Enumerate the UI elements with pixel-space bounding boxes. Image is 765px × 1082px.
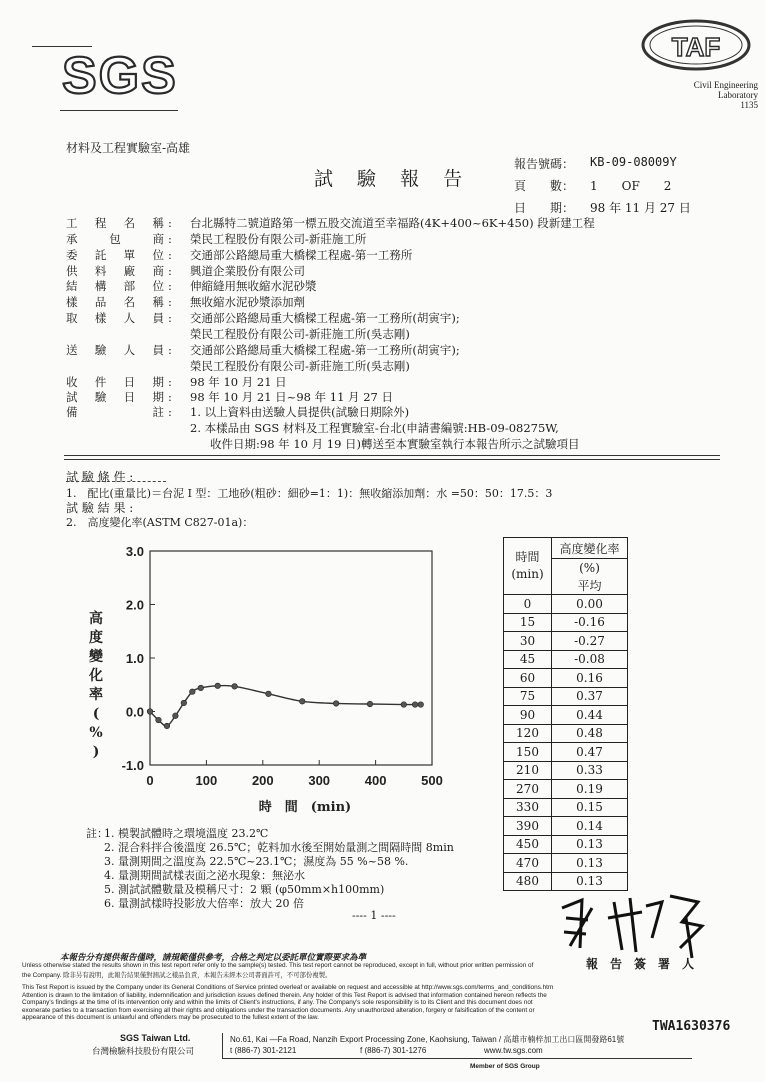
- y-axis-label: [88, 610, 103, 760]
- time-cell: 120: [504, 724, 552, 743]
- height-change-chart: [70, 535, 460, 825]
- y-tick-label: 3.0: [125, 544, 144, 559]
- results-item-height-change: 2. 高度變化率(ASTM C827-01a)：: [66, 516, 254, 529]
- data-point: [333, 701, 339, 707]
- table-row: [504, 743, 628, 762]
- time-cell: 270: [504, 780, 552, 799]
- rate-cell: 0.37: [552, 687, 628, 706]
- taf-logo-text: TAF: [671, 32, 721, 62]
- rate-cell: 0.48: [552, 724, 628, 743]
- lab-name: 材料及工程實驗室-高雄: [66, 141, 191, 155]
- form-number: TWA1630376: [652, 1019, 731, 1034]
- data-point: [198, 685, 204, 691]
- date-label: 日 期：: [514, 201, 575, 215]
- header-avg: 平均: [552, 576, 628, 594]
- header-time: 時間 (min): [504, 538, 552, 595]
- company-zh: 台灣檢驗科技股份有限公司: [92, 1047, 195, 1057]
- data-point: [147, 709, 153, 715]
- rate-cell: 0.13: [552, 872, 628, 891]
- x-tick-label: 0: [146, 773, 154, 788]
- data-point: [181, 700, 187, 706]
- rate-cell: -0.16: [552, 613, 628, 632]
- notes-prefix: 註：: [86, 827, 108, 840]
- note-item: 2. 混合料拌合後溫度 26.5℃；乾料加水後至開始量測之間隔時間 8min: [104, 841, 454, 854]
- table-row: [504, 724, 628, 743]
- footer-rule: [222, 1058, 692, 1059]
- report-date: 98 年 11 月 27 日: [590, 201, 691, 215]
- signature-label: 報 告 簽 署 人: [586, 957, 695, 971]
- time-cell: 470: [504, 854, 552, 873]
- company-website: www.tw.sgs.com: [484, 1046, 543, 1055]
- page-count: 1 OF 2: [590, 179, 672, 193]
- results-heading: 試 驗 結 果 :: [66, 501, 134, 515]
- results-table: [503, 537, 628, 891]
- data-point: [401, 702, 407, 708]
- x-tick-label: 200: [251, 773, 274, 788]
- rate-cell: 0.00: [552, 595, 628, 614]
- member-of-sgs: Member of SGS Group: [470, 1063, 540, 1070]
- table-row: [504, 650, 628, 669]
- note-item: 3. 量測期間之溫度為 22.5℃~23.1℃；濕度為 55 %~58 %.: [104, 855, 409, 868]
- y-tick-label: -1.0: [121, 758, 144, 773]
- data-point: [232, 684, 238, 690]
- company-address: No.61, Kai —Fa Road, Nanzih Export Processing Zone, Kaohsiung, Taiwan / 高雄市楠梓加工出口區開發路61號: [230, 1035, 625, 1044]
- chart-axes: [150, 551, 432, 765]
- y-tick-label: 0.0: [125, 704, 144, 720]
- disclaimer-unless: Unless otherwise stated the results shown in this test report refer only to the sample(s) tested. This test report cannot be reproduced, except in full, without prior written permission of: [22, 962, 534, 969]
- rate-cell: 0.13: [552, 854, 628, 873]
- table-row: [504, 854, 628, 873]
- time-cell: 15: [504, 613, 552, 632]
- time-cell: 75: [504, 687, 552, 706]
- rate-cell: 0.16: [552, 669, 628, 688]
- y-axis-label-char: 率: [89, 687, 103, 703]
- note-item: 1. 模製試體時之環境溫度 23.2℃: [104, 827, 269, 840]
- company-en: SGS Taiwan Ltd.: [120, 1033, 191, 1043]
- conditions-mix-ratio: 1. 配比(重量比)＝台泥 I 型：工地砂(粗砂：細砂=1：1)：無收縮添加劑：水 =50：50：17.5：3: [66, 487, 553, 500]
- time-cell: 60: [504, 669, 552, 688]
- chart-ticks: [122, 544, 443, 788]
- data-point: [156, 717, 162, 723]
- note-item: 4. 量測期間試樣表面之泌水現象：無泌水: [104, 869, 305, 882]
- rate-cell: 0.13: [552, 835, 628, 854]
- rate-cell: 0.44: [552, 706, 628, 725]
- time-cell: 90: [504, 706, 552, 725]
- disclaimer-company: the Company. 除非另有說明，此報告結果僅對測試之樣品負責，本報告未經本公司書面許可，不可部份複製。: [22, 972, 332, 979]
- header-rate-unit: (%): [552, 559, 628, 576]
- taf-caption: Civil Engineering Laboratory 1135: [693, 80, 758, 110]
- disclaimer-zh: 本報告分有提供報告僅時，請規範僅供參考，合格之判定以委託單位實際要求為準: [60, 953, 367, 963]
- page-label: 頁 數：: [514, 179, 575, 193]
- rate-cell: -0.27: [552, 632, 628, 651]
- time-cell: 0: [504, 595, 552, 614]
- data-point: [164, 723, 170, 729]
- time-cell: 450: [504, 835, 552, 854]
- dashed-underline: [66, 481, 166, 482]
- x-tick-label: 300: [308, 773, 331, 788]
- data-point: [418, 702, 424, 708]
- report-no-label: 報告號碼：: [514, 157, 575, 171]
- plot-frame: [150, 551, 432, 765]
- table-row: [504, 798, 628, 817]
- table-row: [504, 632, 628, 651]
- data-point: [190, 689, 196, 695]
- y-axis-label-char: 化: [89, 668, 103, 684]
- y-axis-label-char: (: [92, 706, 100, 722]
- sgs-logo: SGS: [62, 47, 178, 105]
- y-axis-label-char: 度: [89, 630, 103, 646]
- footer-divider: [222, 1033, 223, 1059]
- y-axis-label-char: 變: [89, 649, 103, 665]
- rate-cell: 0.47: [552, 743, 628, 762]
- divider: [64, 455, 720, 460]
- table-row: [504, 706, 628, 725]
- rate-cell: 0.15: [552, 798, 628, 817]
- note-item: 5. 測試試體數量及模稱尺寸：2 顆 (φ50mm×h100mm): [104, 883, 385, 896]
- x-tick-label: 100: [195, 773, 218, 788]
- company-tel: t (886-7) 301-2121: [230, 1046, 297, 1055]
- y-tick-label: 2.0: [125, 597, 144, 613]
- page-marker: ---- 1 ----: [352, 909, 396, 922]
- time-cell: 480: [504, 872, 552, 891]
- time-cell: 30: [504, 632, 552, 651]
- table-row: [504, 780, 628, 799]
- y-axis-label-char: %: [89, 725, 103, 741]
- table-row: [504, 817, 628, 836]
- x-tick-label: 500: [421, 773, 443, 788]
- table-row: [504, 761, 628, 780]
- x-axis-label: 時 間 (min): [258, 800, 352, 815]
- data-point: [173, 713, 179, 719]
- report-no: KB-09-08009Y: [590, 155, 677, 169]
- data-point: [412, 702, 418, 708]
- header-rate: 高度變化率: [552, 538, 628, 559]
- time-cell: 210: [504, 761, 552, 780]
- y-axis-label-char: ): [92, 744, 100, 760]
- table-row: [504, 669, 628, 688]
- rate-cell: -0.08: [552, 650, 628, 669]
- table-row: [504, 687, 628, 706]
- note-item: 6. 量測試樣時投影放大倍率：放大 20 倍: [104, 897, 304, 910]
- company-fax: f (886-7) 301-1276: [360, 1046, 427, 1055]
- rate-cell: 0.19: [552, 780, 628, 799]
- time-cell: 45: [504, 650, 552, 669]
- data-point: [266, 691, 272, 697]
- time-cell: 390: [504, 817, 552, 836]
- data-point: [367, 701, 373, 707]
- report-title: 試 驗 報 告: [314, 168, 472, 190]
- logo-rule: [60, 110, 178, 111]
- terms-block: This Test Report is issued by the Company under its General Conditions of Service printed overleaf or available on request and accessible at http://www.sgs.com/terms_and_conditions.htm Attention is drawn to the limitation of liability, indemnification and jurisdiction issues defined therein. Any holder of this Test Report is advised that information contained hereon reflects the Company's findings at the time of its intervention only and within the limits of Client's instructions, if any. The Company's sole responsibility is to its Client and this document does not exonerate parties to a transaction from exercising all their rights and obligations under the transaction documents. Any unauthorized alteration, forgery or falsification of the content or appearance of this document is unlawful and offenders may be prosecuted to the fullest extent of the law.: [22, 984, 554, 1022]
- taf-logo: [640, 18, 752, 72]
- y-axis-label-char: 高: [89, 611, 103, 627]
- data-point: [299, 699, 305, 705]
- time-cell: 330: [504, 798, 552, 817]
- rate-cell: 0.33: [552, 761, 628, 780]
- rate-cell: 0.14: [552, 817, 628, 836]
- conditions-heading: 試 驗 條 件 :: [66, 470, 134, 484]
- series-points: [147, 683, 423, 729]
- table-row: [504, 613, 628, 632]
- x-tick-label: 400: [364, 773, 387, 788]
- data-point: [215, 683, 221, 689]
- table-row: [504, 595, 628, 614]
- y-tick-label: 1.0: [125, 651, 144, 666]
- time-cell: 150: [504, 743, 552, 762]
- table-row: [504, 835, 628, 854]
